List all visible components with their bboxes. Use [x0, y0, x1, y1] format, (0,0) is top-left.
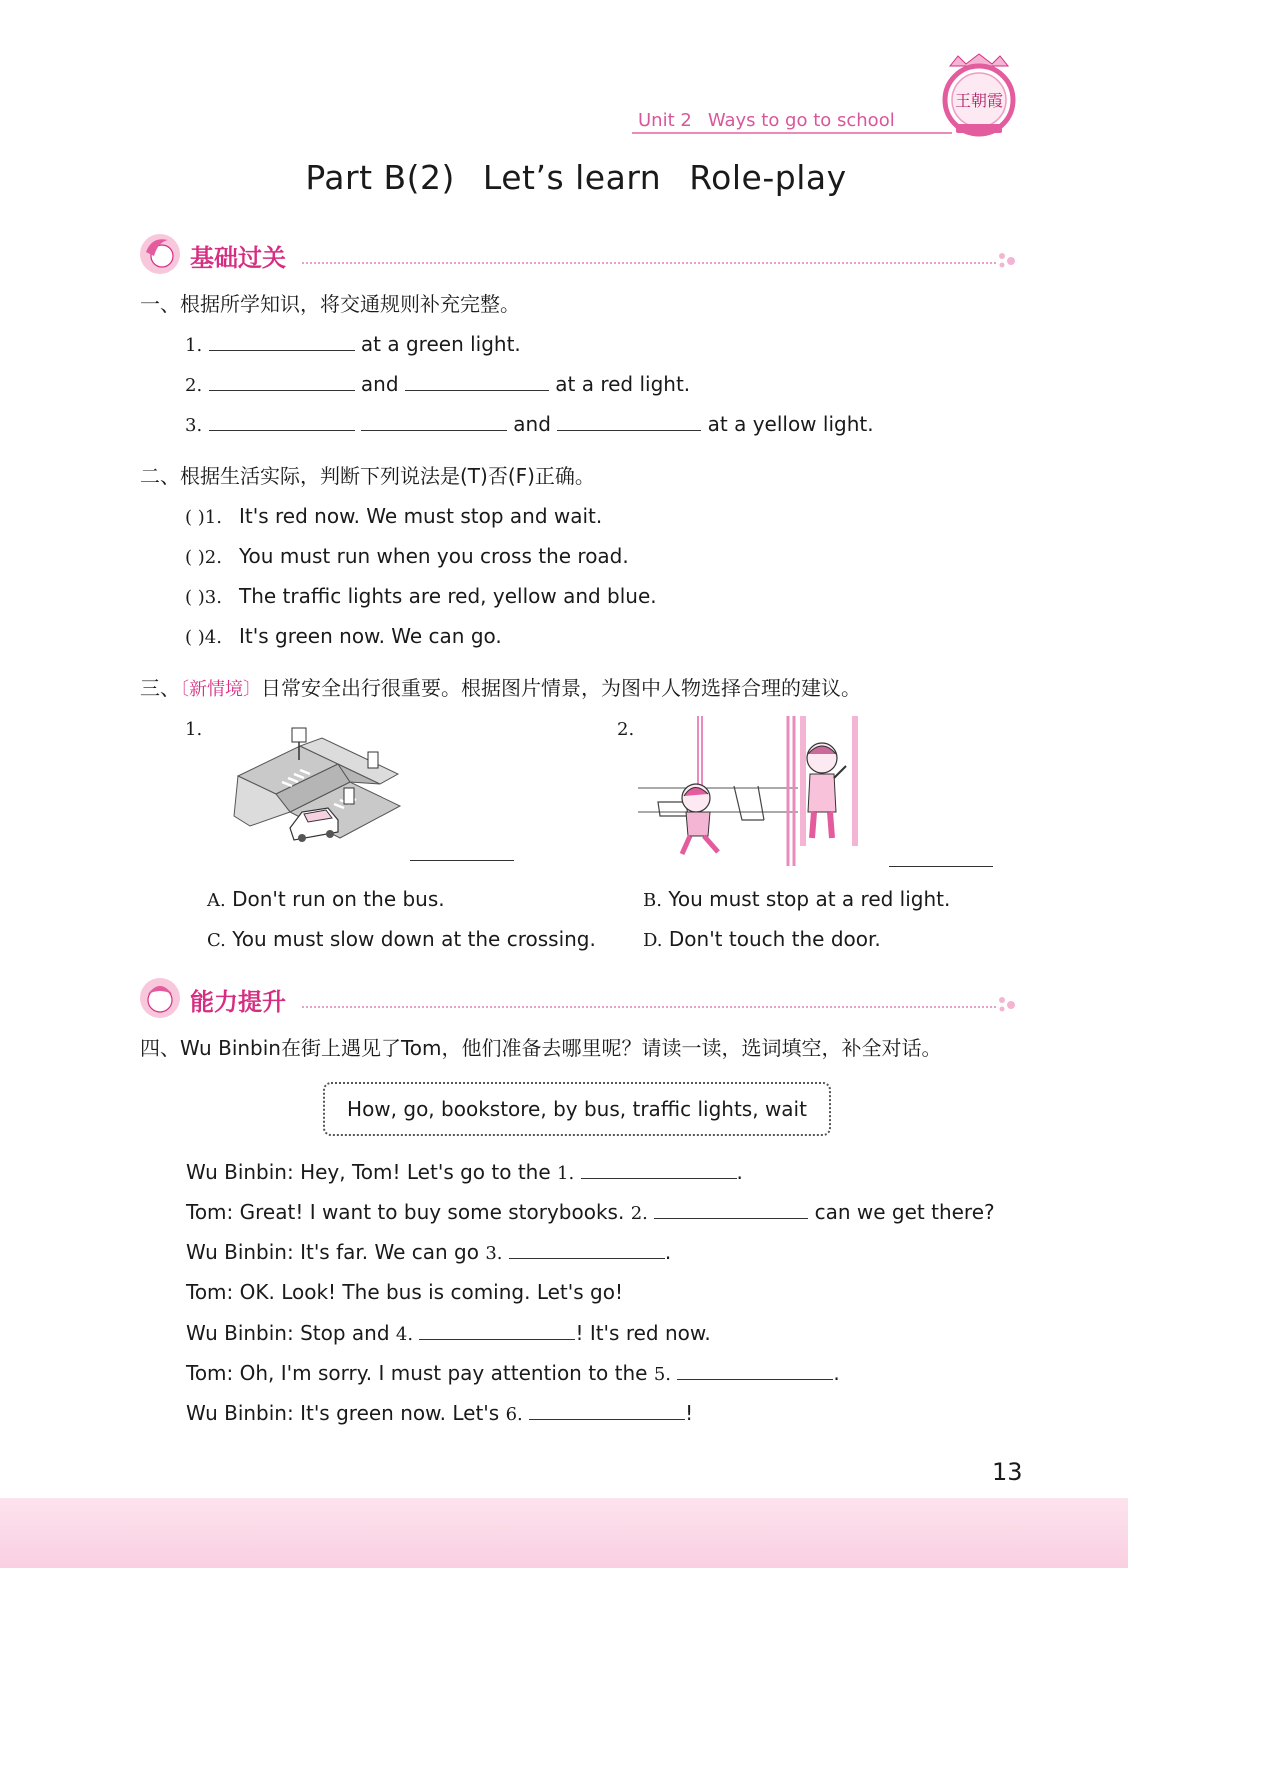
blank-num-5: 5.: [653, 1364, 672, 1385]
option-a-text: Don't run on the bus.: [232, 887, 445, 911]
q2-label-2[interactable]: ( )2.: [185, 547, 222, 568]
dialogue-blank-5[interactable]: [677, 1359, 833, 1380]
q1-heading: 一、根据所学知识，将交通规则补充完整。: [140, 292, 520, 316]
option-d-text: Don't touch the door.: [668, 927, 881, 951]
dialogue-blank-1[interactable]: [581, 1158, 737, 1179]
q2-item-4: [185, 622, 502, 652]
dialogue-after-3: .: [664, 1240, 672, 1264]
q1-num-2: 2.: [185, 375, 203, 396]
blank-num-4: 4.: [395, 1324, 414, 1345]
blank-num-6: 6.: [505, 1404, 523, 1425]
q3-option-c: [207, 925, 596, 955]
q2-text-3: The traffic lights are red, yellow and blue.: [239, 584, 657, 608]
option-a-letter: A.: [207, 890, 226, 911]
dialogue-line-2: [186, 1198, 995, 1228]
new-context-tag: 〔新情境〕: [180, 679, 261, 700]
q2-item-1: [185, 502, 602, 532]
dialogue-line-1: [186, 1158, 743, 1188]
q2-text-4: It's green now. We can go.: [239, 624, 502, 648]
svg-text:王朝霞: 王朝霞: [954, 91, 1004, 110]
header-rule: [632, 132, 952, 134]
option-c-text: You must slow down at the crossing.: [232, 927, 596, 951]
dialogue-text-3: Wu Binbin: It's far. We can go: [186, 1240, 486, 1264]
section-basic-header: [138, 232, 1018, 278]
title-part: Part B(2): [305, 158, 455, 197]
dialogue-after-5: ! It's red now.: [575, 1321, 711, 1345]
q1-text-1: at a green light.: [360, 332, 521, 356]
q1-num-1: 1.: [185, 335, 203, 356]
blank-num-3: 3.: [485, 1243, 503, 1264]
dialogue-text-4: Tom: OK. Look! The bus is coming. Let's go!: [186, 1280, 623, 1304]
q1-num-3: 3.: [185, 415, 203, 436]
boy-mascot-icon: [138, 976, 182, 1020]
q2-heading: 二、根据生活实际，判断下列说法是(T)否(F)正确。: [140, 464, 595, 488]
q1-blank-2b[interactable]: [405, 370, 549, 391]
q1-text-3a: and: [513, 412, 551, 436]
dialogue-blank-6[interactable]: [529, 1399, 685, 1420]
blank-num-2: 2.: [630, 1203, 648, 1224]
title-role-play: Role-play: [689, 158, 847, 197]
q2-text-2: You must run when you cross the road.: [239, 544, 629, 568]
dialogue-after-1: .: [736, 1160, 743, 1184]
q3-option-d: [643, 925, 881, 955]
publisher-logo: [940, 52, 1018, 138]
unit-label: Unit 2: [638, 110, 692, 131]
section-advanced-header: [138, 976, 1018, 1022]
q1-text-2b: at a red light.: [555, 372, 691, 396]
q1-blank-3b[interactable]: [361, 410, 507, 431]
option-d-letter: D.: [643, 930, 663, 951]
q3-heading: [140, 674, 861, 704]
bubbles-icon: [996, 994, 1018, 1014]
page-number: 13: [992, 1458, 1023, 1486]
q1-blank-3a[interactable]: [209, 410, 355, 431]
dotted-divider: [302, 262, 996, 264]
dialogue-line-4: [186, 1278, 623, 1306]
dialogue-line-7: [186, 1399, 693, 1429]
q3-answer-blank-1[interactable]: [410, 858, 514, 861]
title-lets-learn: Let’s learn: [482, 158, 662, 197]
dialogue-after-6: .: [833, 1361, 840, 1385]
dialogue-line-5: [186, 1319, 711, 1349]
q1-blank-1a[interactable]: [209, 330, 355, 351]
dialogue-text-7: Wu Binbin: It's green now. Let's: [186, 1401, 506, 1425]
dialogue-text-6: Tom: Oh, I'm sorry. I must pay attention to the: [186, 1361, 654, 1385]
q3-heading-text: 日常安全出行很重要。根据图片情景，为图中人物选择合理的建议。: [261, 676, 861, 700]
dialogue-blank-4[interactable]: [419, 1319, 575, 1340]
q3-pic1-num: 1.: [185, 719, 203, 740]
dialogue-blank-2[interactable]: [654, 1198, 808, 1219]
section-basic-label: 基础过关: [190, 244, 286, 272]
q2-item-2: [185, 542, 629, 572]
q3-prefix: 三、: [140, 676, 180, 700]
section-advanced-label: 能力提升: [190, 988, 286, 1016]
crossing-illustration: [230, 716, 410, 856]
blank-num-1: 1.: [557, 1163, 575, 1184]
q2-label-1[interactable]: ( )1.: [185, 507, 222, 528]
boy-running-icon: [682, 784, 718, 854]
option-b-letter: B.: [643, 890, 662, 911]
q4-heading: 四、Wu Binbin在街上遇见了Tom，他们准备去哪里呢？请读一读，选词填空，补全对话。: [140, 1036, 942, 1060]
q1-text-2a: and: [360, 372, 399, 396]
q2-item-3: [185, 582, 657, 612]
q1-item-3: [185, 410, 874, 440]
q3-option-a: [207, 885, 445, 915]
q1-blank-2a[interactable]: [209, 370, 355, 391]
child-at-door-icon: [807, 743, 846, 838]
dialogue-text-5: Wu Binbin: Stop and: [186, 1321, 396, 1345]
word-bank-box: How, go, bookstore, by bus, traffic lights, wait: [323, 1082, 831, 1136]
q2-text-1: It's red now. We must stop and wait.: [239, 504, 603, 528]
footer-band: [0, 1498, 1128, 1568]
q1-blank-3c[interactable]: [557, 410, 701, 431]
dialogue-text-2: Tom: Great! I want to buy some storybooks.: [186, 1200, 631, 1224]
q2-label-4[interactable]: ( )4.: [185, 627, 222, 648]
bus-illustration: [638, 716, 888, 866]
dialogue-line-6: [186, 1359, 840, 1389]
unit-header: [638, 110, 911, 131]
option-c-letter: C.: [207, 930, 226, 951]
q3-option-b: [643, 885, 950, 915]
q1-item-2: [185, 370, 690, 400]
dialogue-text-1: Wu Binbin: Hey, Tom! Let's go to the: [186, 1160, 557, 1184]
q1-text-3b: at a yellow light.: [707, 412, 874, 436]
girl-mascot-icon: [138, 232, 182, 276]
q3-answer-blank-2[interactable]: [889, 864, 993, 867]
dialogue-after-2: can we get there?: [808, 1200, 995, 1224]
dotted-divider: [302, 1006, 996, 1008]
option-b-text: You must stop at a red light.: [668, 887, 951, 911]
q1-item-1: [185, 330, 521, 360]
unit-title: Ways to go to school: [707, 110, 895, 131]
dialogue-after-7: !: [685, 1401, 694, 1425]
q2-label-3[interactable]: ( )3.: [185, 587, 222, 608]
dialogue-blank-3[interactable]: [509, 1238, 665, 1259]
dialogue-line-3: [186, 1238, 671, 1268]
q3-pic2-num: 2.: [617, 719, 635, 740]
bubbles-icon: [996, 250, 1018, 270]
page-title: [0, 158, 1152, 197]
